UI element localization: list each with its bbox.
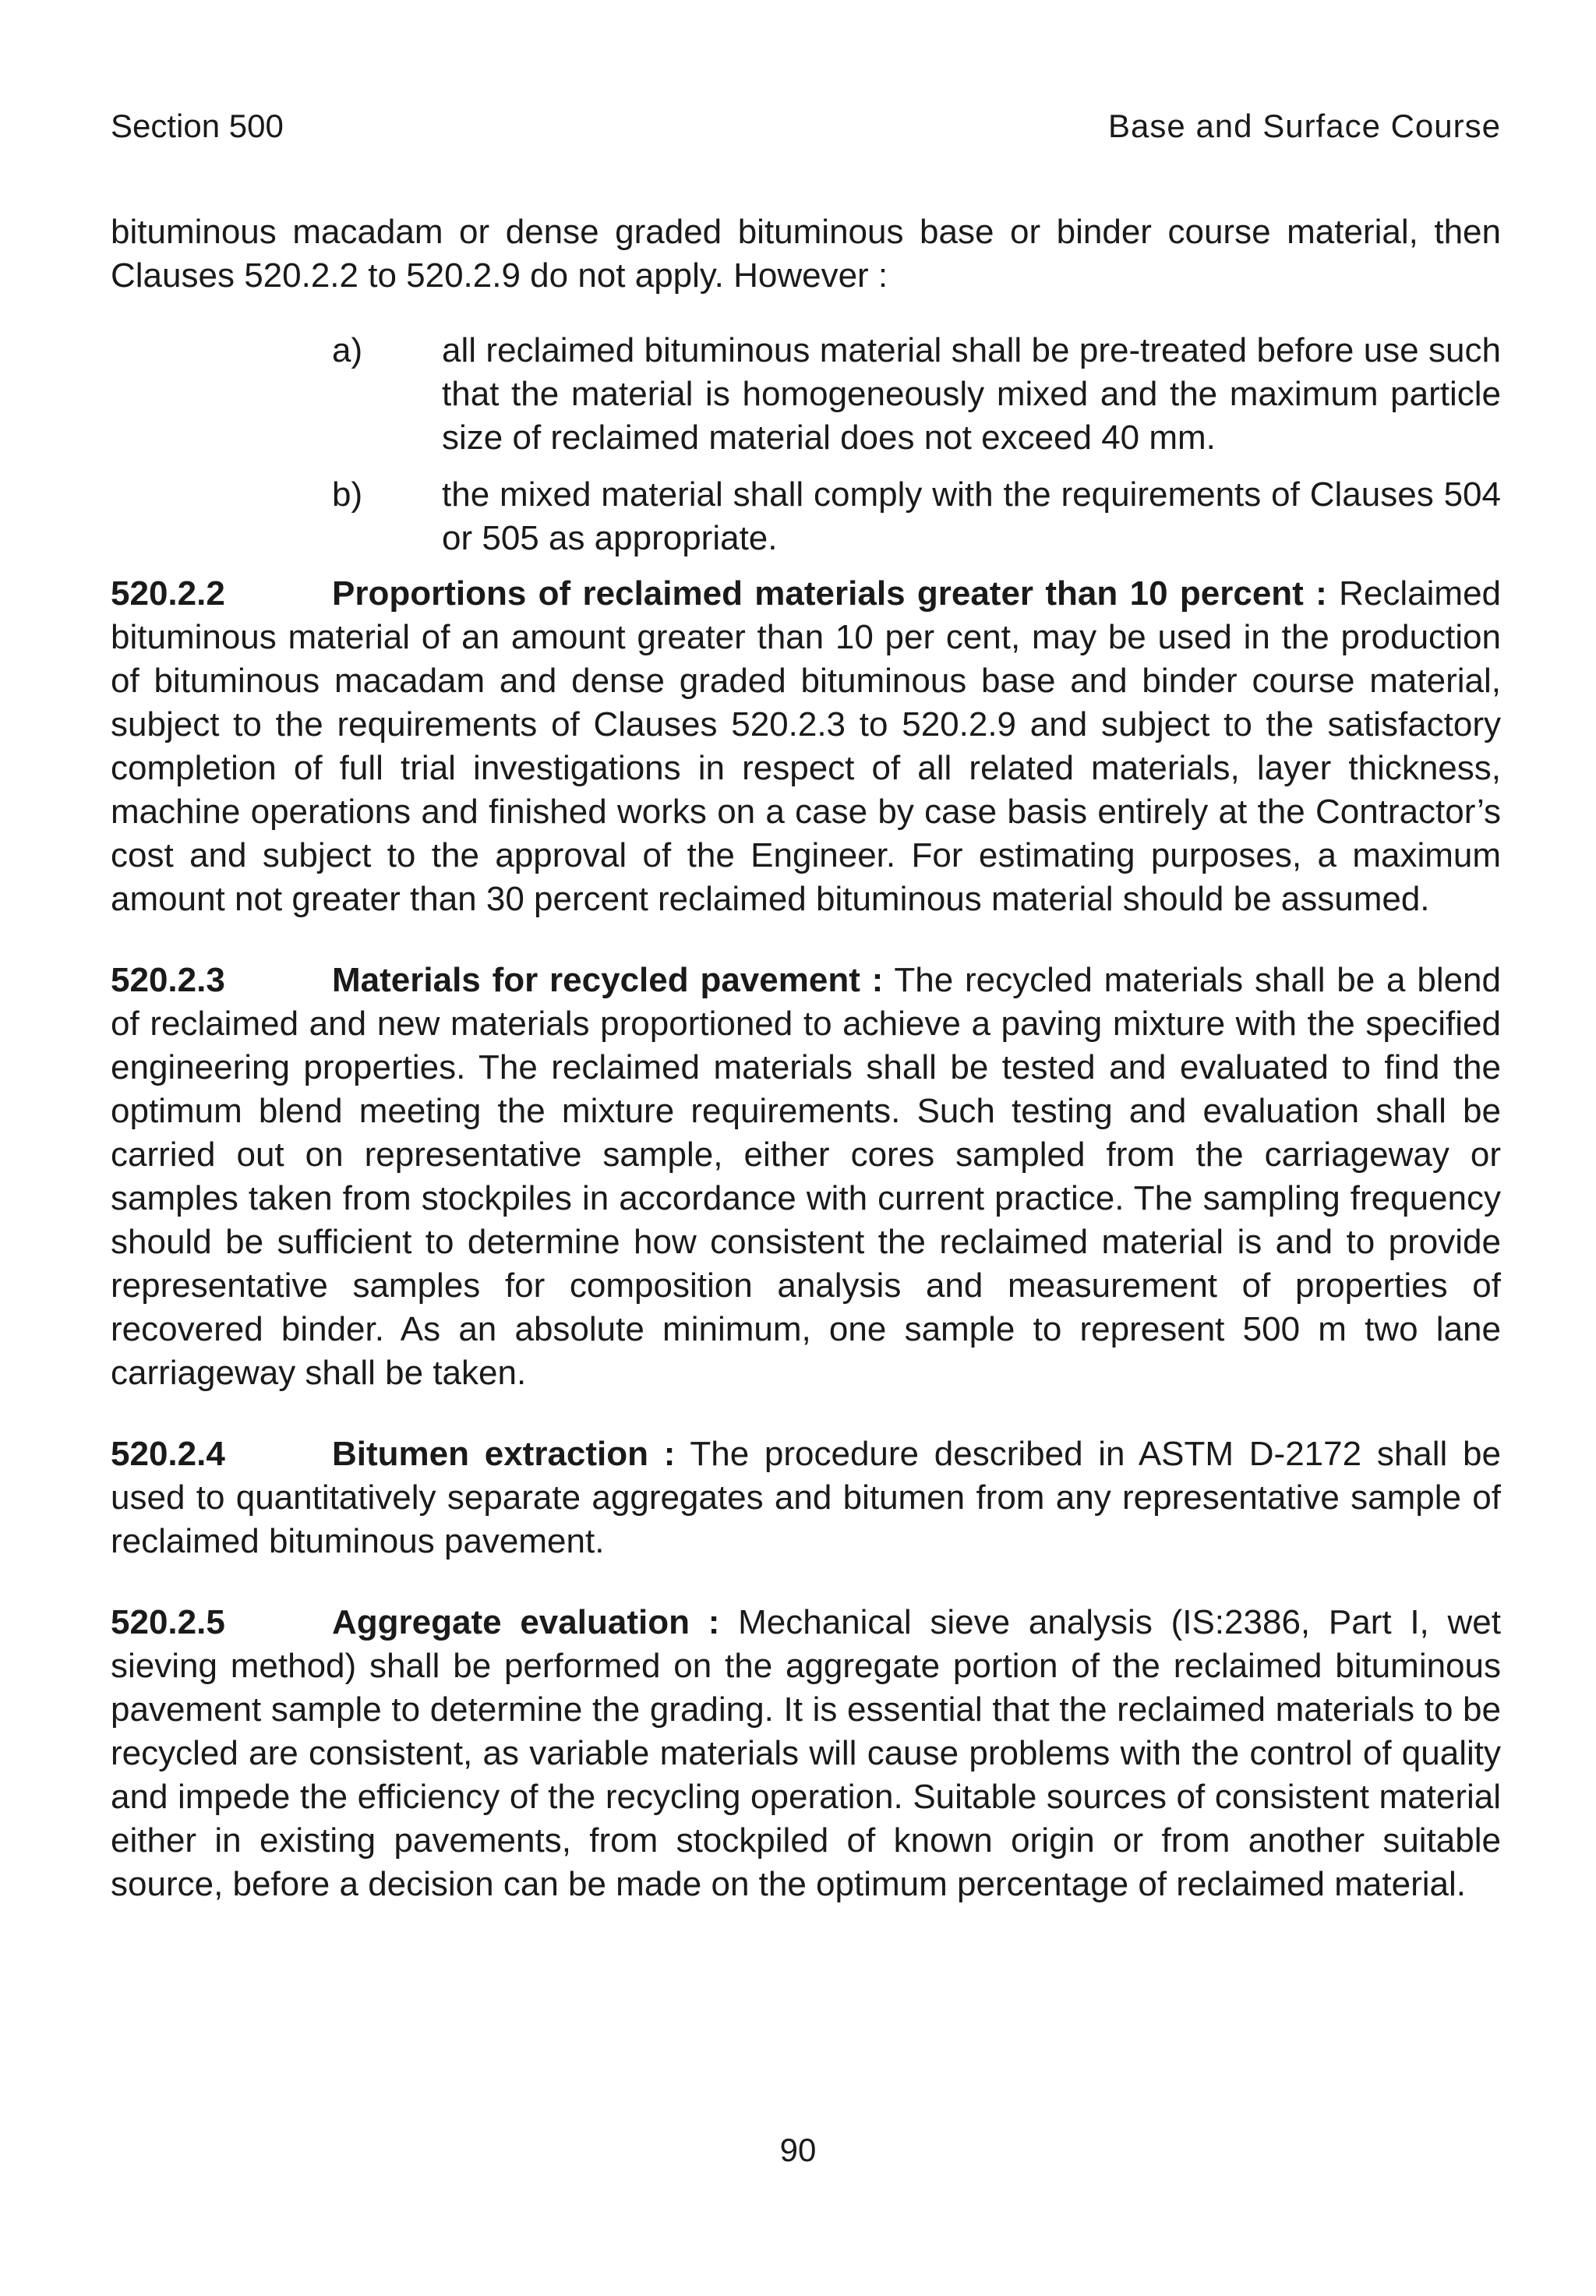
clause-title: Materials for recycled pavement : — [332, 961, 884, 999]
clause-number: 520.2.2 — [111, 574, 225, 613]
list-text: all reclaimed bituminous material shall be pre-treated before use such that the material is homogeneously mixed and the maximum particle size of reclaimed material does not exceed 40 mm. — [442, 331, 1501, 457]
clause-title: Aggregate evaluation : — [332, 1603, 720, 1641]
section-title: Base and Surface Course — [1108, 108, 1501, 144]
clause-paragraph — [111, 959, 1501, 1395]
list-item — [332, 473, 1501, 560]
list-marker: a) — [332, 331, 363, 369]
page-content — [111, 210, 1501, 1906]
clause-number: 520.2.5 — [111, 1603, 225, 1641]
intro-paragraph: bituminous macadam or dense graded bituminous base or binder course material, then Clauses 520.2.2 to 520.2.9 do not apply. However : — [111, 213, 1501, 295]
list-marker: b) — [332, 475, 363, 514]
clause-paragraph — [111, 1601, 1501, 1906]
clause-body: The recycled materials shall be a blend of reclaimed and new materials proportioned to achieve a paving mixture with the specified engineering properties. The reclaimed materials shall be tested and evaluated to find the optimum blend meeting the mixture requirements. Such testing and evaluation shall be carried out on representative sample, either cores sampled from the carriageway or samples taken from stockpiles in accordance with current practice. The sampling frequency should be sufficient to determine how consistent the reclaimed material is and to provide representative samples for composition analysis and measurement of properties of recovered binder. As an absolute minimum, one sample to represent 500 m two lane carriageway shall be taken. — [111, 961, 1502, 1392]
clause-title: Proportions of reclaimed materials greater than 10 percent : — [332, 574, 1327, 613]
clause-paragraph — [111, 1432, 1501, 1563]
clause-paragraph — [111, 572, 1501, 921]
clause-body: Mechanical sieve analysis (IS:2386, Part I, wet sieving method) shall be performed on the aggregate portion of the reclaimed bituminous pavement sample to determine the grading. It is essential that the reclaimed materials to be recycled are consistent, as variable materials will cause problems with the control of quality and impede the efficiency of the recycling operation. Suitable sources of consistent material either in existing pavements, from stockpiled of known origin or from another suitable source, before a decision can be made on the optimum percentage of reclaimed material. — [111, 1603, 1501, 1903]
page-number: 90 — [779, 2132, 817, 2168]
clause-title: Bitumen extraction : — [332, 1435, 676, 1473]
list-item — [332, 329, 1501, 460]
section-label: Section 500 — [111, 108, 284, 144]
clause-number: 520.2.3 — [111, 961, 225, 999]
list-text: the mixed material shall comply with the requirements of Clauses 504 or 505 as appropriate. — [442, 475, 1501, 557]
clause-number: 520.2.4 — [111, 1435, 225, 1473]
page-header — [111, 108, 1501, 151]
clause-body: The procedure described in ASTM D-2172 shall be used to quantitatively separate aggregates and bitumen from any representative sample of reclaimed bituminous pavement. — [111, 1435, 1501, 1560]
clause-body: Reclaimed bituminous material of an amount greater than 10 per cent, may be used in the production of bituminous macadam and dense graded bituminous base and binder course material, subject to the requirements of Clauses 520.2.3 to 520.2.9 and subject to the satisfactory completion of full trial investigations in respect of all related materials, layer thickness, machine operations and finished works on a case by case basis entirely at the Contractor’s cost and subject to the approval of the Engineer. For estimating purposes, a maximum amount not greater than 30 percent reclaimed bituminous material should be assumed. — [111, 574, 1502, 918]
